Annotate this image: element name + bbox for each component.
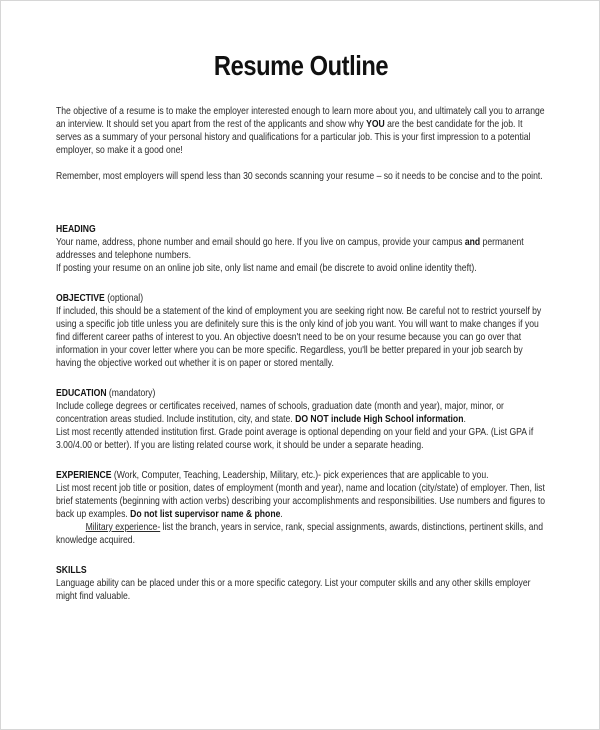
section-education-qualifier: (mandatory) (106, 388, 156, 399)
section-heading-titlebar (56, 223, 546, 236)
section-experience-title: EXPERIENCE (56, 470, 112, 481)
intro-p1-text-cont: are the best candidate for the job. It serves as a summary of your personal history and qualifications for a particular job. This is your first impression to a potential employer, so make it a good one! (56, 119, 531, 156)
section-objective (56, 292, 546, 370)
heading-body-text: Your name, address, phone number and email should go here. If you live on campus, provide your campus (56, 237, 465, 248)
section-education-title: EDUCATION (56, 388, 107, 399)
section-objective-titlebar (56, 292, 546, 305)
section-skills-titlebar (56, 564, 546, 577)
education-body-emphasis: DO NOT include High School information (295, 414, 464, 425)
intro-p1-emphasis: YOU (366, 119, 385, 130)
experience-body-text: List most recent job title or position, dates of employment (month and year), name and location (city/state) of employer. Then, list brief statements (beginning with action verbs) describing your accomplishments and responsibilities. Use numbers and figures to back up examples. (56, 483, 546, 520)
education-body-text: Include college degrees or certificates received, names of schools, graduation date (month and year), major, minor, or concentration areas studied. Include institution, city, and state. (56, 401, 504, 425)
heading-body-emphasis: and (464, 237, 481, 248)
education-body-text-cont: . (463, 414, 466, 425)
section-education (56, 387, 546, 452)
education-body-line2: List most recently attended institution first. Grade point average is optional depending on your field and your GPA. (List GPA if 3.00/4.00 or better). If you are listing related course work, it should be under a separate heading. (56, 427, 534, 451)
experience-body-emphasis: Do not list supervisor name & phone (130, 509, 281, 520)
section-education-titlebar (56, 387, 546, 400)
section-objective-title: OBJECTIVE (56, 293, 105, 304)
page-title: Resume Outline (213, 50, 389, 81)
section-heading-body (56, 236, 546, 275)
section-objective-body: If included, this should be a statement of the kind of employment you are seeking right now. Be careful not to restrict yourself by using a specific job title unless you are definitely sure this is the only kind of job you want. You will want to make changes if you find different career paths of interest to you. An objective doesn't need to be on your resume because you can go over that information in your cover letter where you can be more specific. Regardless, you'll be better prepared in your job search by having the objective worked out whether it is on paper or stored mentally. (56, 306, 542, 369)
section-skills-title: SKILLS (56, 565, 87, 576)
heading-body-line2: If posting your resume on an online job site, only list name and email (be discrete to avoid online identity theft). (56, 263, 477, 274)
section-skills (56, 564, 546, 603)
section-experience-qualifier: (Work, Computer, Teaching, Leadership, Military, etc.)- pick experiences that are applicable to you. (111, 470, 489, 481)
heading-body-text-cont: permanent addresses and telephone numbers. (56, 237, 524, 261)
experience-military-text: list the branch, years in service, rank, special assignments, awards, distinctions, pertinent skills, and knowledge acquired. (56, 522, 543, 546)
section-objective-qualifier: (optional) (104, 293, 144, 304)
intro-paragraph-2: Remember, most employers will spend less than 30 seconds scanning your resume – so it needs to be concise and to the point. (56, 171, 543, 182)
document-content (56, 51, 546, 603)
section-heading (56, 223, 546, 275)
section-experience-body (56, 469, 546, 547)
section-skills-body: Language ability can be placed under this or a more specific category. List your computer skills and any other skills employer might find valuable. (56, 578, 531, 602)
section-experience (56, 469, 546, 547)
experience-body-text-cont: . (280, 509, 283, 520)
intro-paragraph-1 (56, 105, 546, 157)
experience-military-label: Military experience- (85, 522, 161, 533)
intro-p1-text: The objective of a resume is to make the employer interested enough to learn more about you, and ultimately call you to arrange an interview. It should set you apart from the rest of the applicants and show why (56, 106, 545, 130)
section-heading-title: HEADING (56, 224, 96, 235)
section-education-body (56, 400, 546, 452)
